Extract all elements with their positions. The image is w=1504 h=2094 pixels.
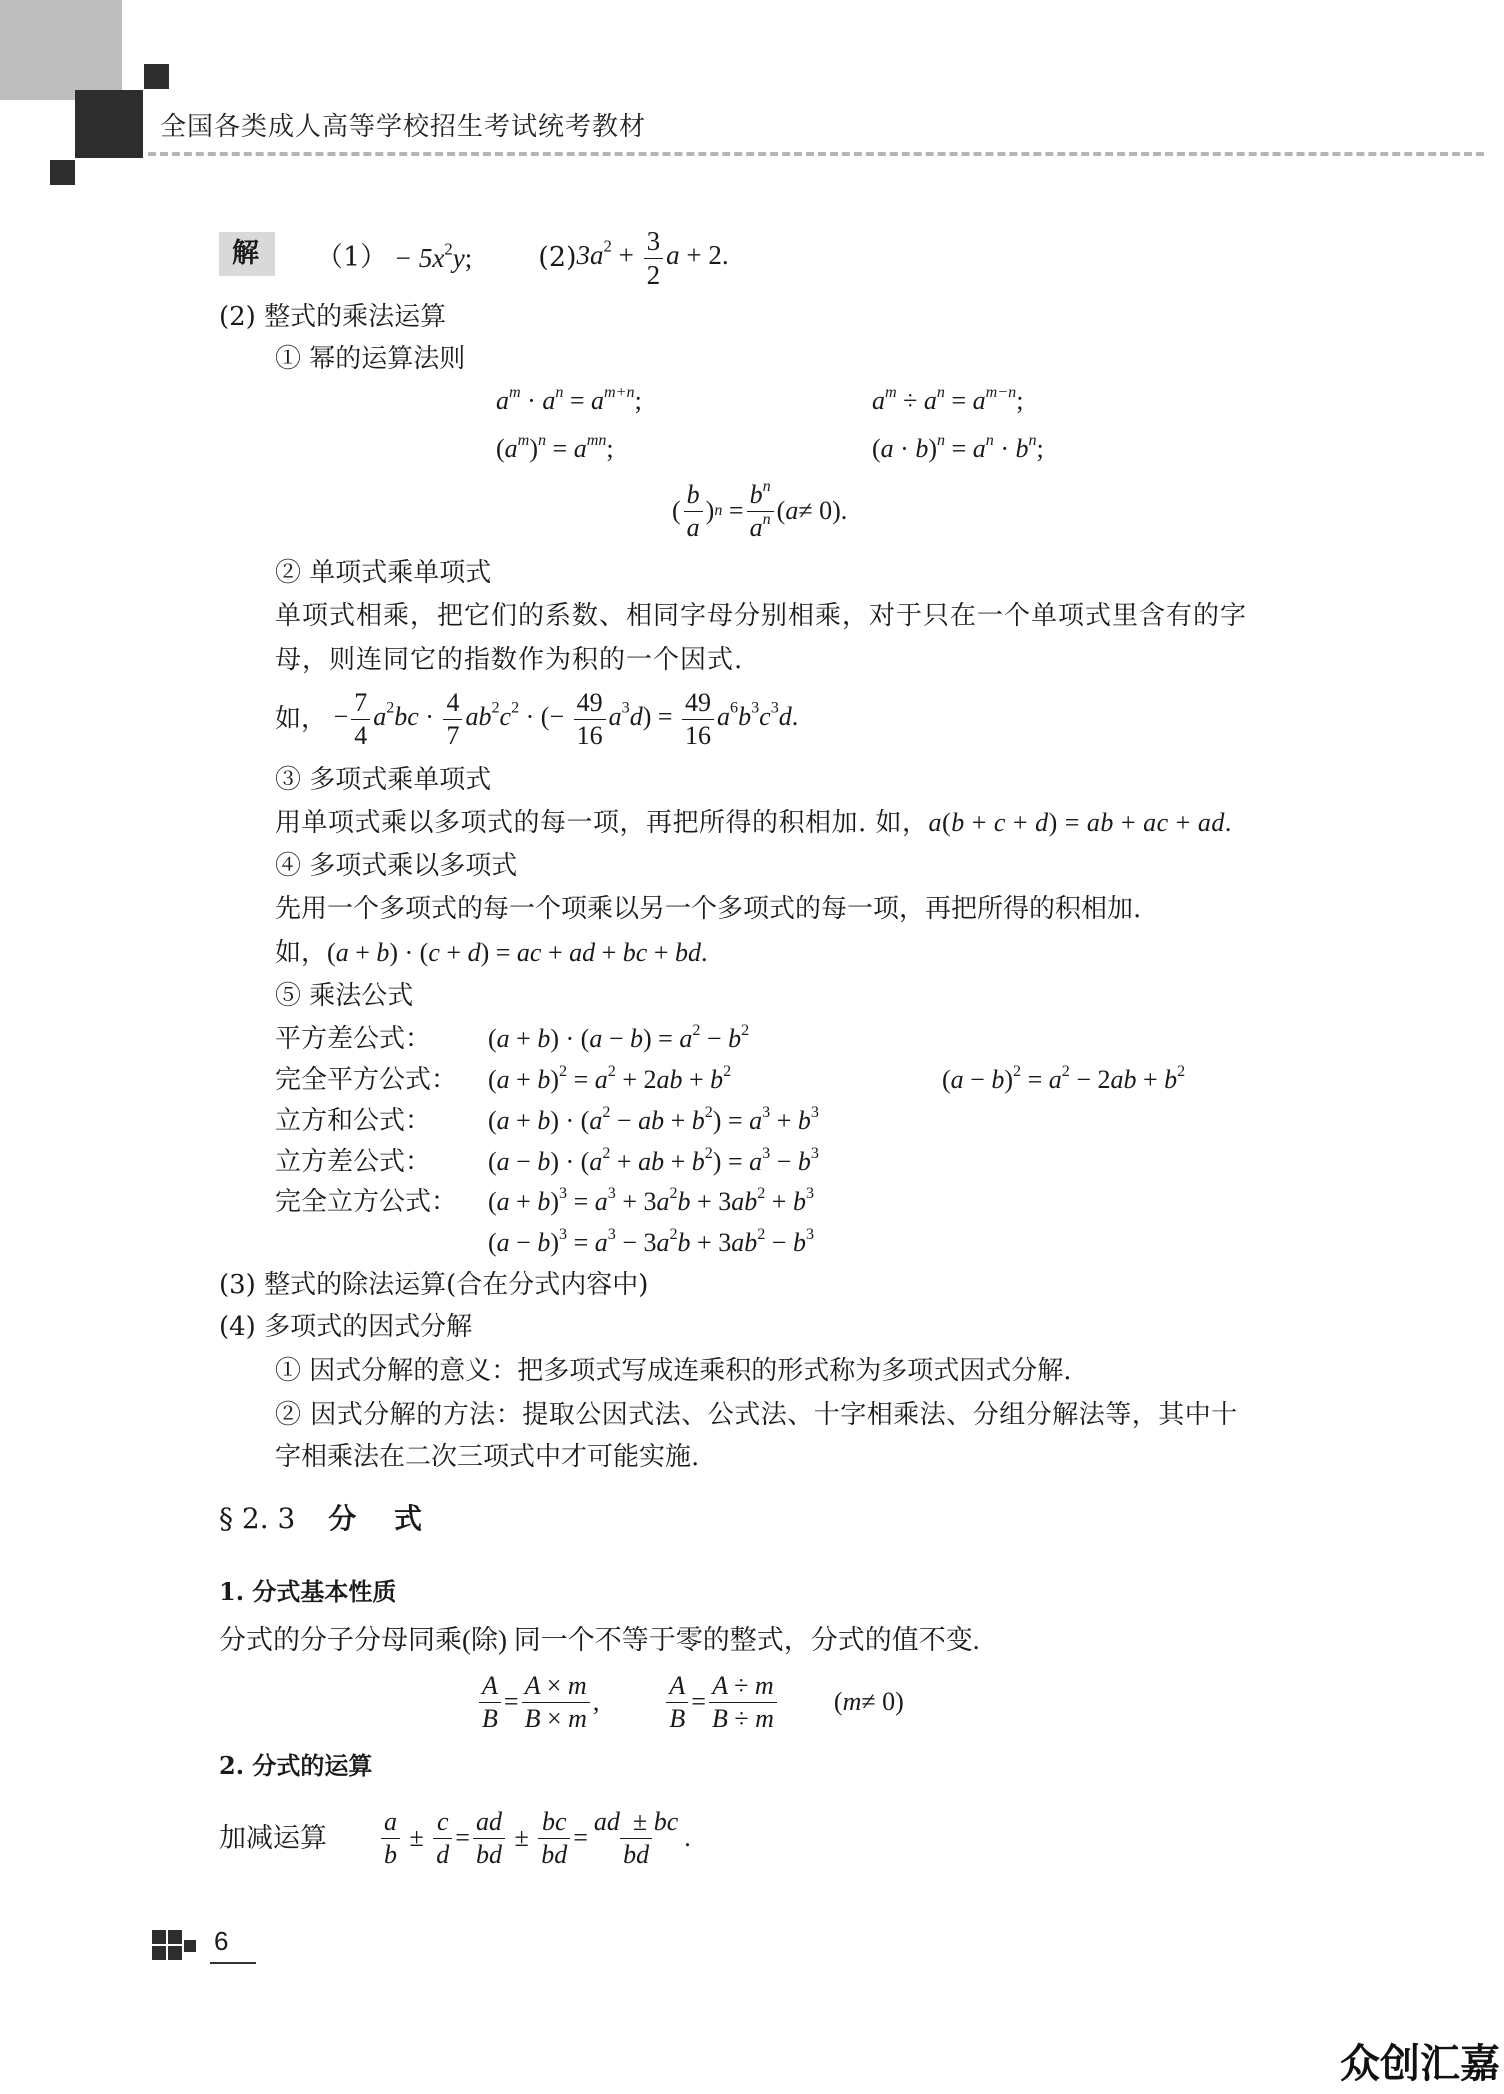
s3-heading: (3) 整式的除法运算(合在分式内容中) <box>219 1270 649 1300</box>
sub2-label: 加减运算 <box>219 1823 327 1853</box>
footer-square <box>168 1946 182 1960</box>
formula-label-perfect-square: 完全平方公式： <box>275 1065 458 1095</box>
s2-heading: (2) 整式的乘法运算 <box>219 302 447 332</box>
power-rule-2: $a^m \div a^n = a^{m-n}$; <box>872 383 1024 415</box>
section-number: § 2. 3 <box>219 1502 296 1535</box>
solution-line <box>316 228 729 288</box>
power-rule-3: $(a^m)^n = a^{mn}$; <box>496 431 614 463</box>
example-prefix: 如， <box>275 704 328 734</box>
fraction-property-formulas: $\frac{A}{B}$ = $\frac{A \times m}{B \times m}$ , $\frac{A}{B}$ = $\frac{A \div m}{B \div m}$ ( m ≠ 0) <box>476 1664 904 1740</box>
s2-item1: ① 幂的运算法则 <box>275 344 466 374</box>
formula-label-difference-of-cubes: 立方差公式： <box>275 1147 432 1177</box>
footer-square <box>184 1940 196 1952</box>
formula-perfect-cube-plus: $(a + b)^3 = a^3 + 3a^2b + 3ab^2 + b^3$ <box>488 1184 815 1216</box>
s2-item3-line <box>275 808 1232 838</box>
formula-label-sum-of-cubes: 立方和公式： <box>275 1106 432 1136</box>
power-rule-1: $a^m \cdot a^n = a^{m+n}$; <box>496 383 642 415</box>
s4-heading: (4) 多项式的因式分解 <box>219 1312 473 1342</box>
header-square <box>144 64 169 89</box>
formula-perfect-square-minus: $(a - b)^2 = a^2 - 2ab + b^2$ <box>942 1062 1186 1094</box>
s2-item4: ④ 多项式乘以多项式 <box>275 851 518 881</box>
solution-badge-text: 解 <box>232 238 259 269</box>
s2-item3: ③ 多项式乘单项式 <box>275 765 492 795</box>
s2-item2: ② 单项式乘单项式 <box>275 558 492 588</box>
footer-square <box>168 1930 182 1944</box>
sub1-title: 1. 分式基本性质 <box>219 1577 397 1606</box>
page-number: 6 <box>214 1926 229 1956</box>
footer-rule <box>210 1962 256 1964</box>
example-prefix: 如， <box>275 938 328 968</box>
header-gray-block <box>0 0 122 100</box>
header-dashed-rule <box>148 152 1484 156</box>
s2-item2-example <box>275 686 798 752</box>
formula-sum-of-cubes: $(a + b) \cdot (a^2$ − ab + $b^2) = a^3 + b^3$ <box>488 1103 819 1135</box>
power-rule-4: $(a \cdot b)^n = a^n \cdot b^n$; <box>872 431 1044 463</box>
s4-item2-line1: ② 因式分解的方法：提取公因式法、公式法、十字相乘法、分组分解法等，其中十 <box>275 1400 1238 1430</box>
footer-square <box>152 1930 166 1944</box>
power-rule-5: ( $\frac{b}{a}$ ) n = $\frac{b^n}{a^n}$ ( a ≠ 0). <box>672 478 848 542</box>
footer-square <box>152 1946 166 1960</box>
formula-perfect-square-plus: $(a + b)^2 = a^2 + 2ab + b^2$ <box>488 1062 732 1094</box>
s2-item2-text-1: 单项式相乘，把它们的系数、相同字母分别相乘，对于只在一个单项式里含有的字 <box>275 601 1248 631</box>
s2-item4-example <box>275 938 708 968</box>
solution-part2-label: (2) <box>538 242 577 273</box>
solution-part1: − $5x^2y$; <box>387 239 473 273</box>
s2-item4-text: 先用一个多项式的每一个项乘以另一个多项式的每一项，再把所得的积相加. <box>275 894 1142 924</box>
formula-label-difference-of-squares: 平方差公式： <box>275 1024 432 1054</box>
solution-part1-label: （1） <box>316 242 388 273</box>
s2-item5: ⑤ 乘法公式 <box>275 981 414 1011</box>
formula-difference-of-squares: $(a + b) \cdot (a - b) = a^2 - b^2$ <box>488 1021 750 1053</box>
solution-part2: $3a^2$ + $\frac{3}{2}$ a + 2. <box>576 226 729 290</box>
header-title: 全国各类成人高等学校招生考试统考教材 <box>160 112 647 142</box>
sub2-title: 2. 分式的运算 <box>219 1751 373 1780</box>
s2-item3-text: 用单项式乘以多项式的每一项，再把所得的积相加. 如， <box>275 808 929 838</box>
section-heading <box>219 1503 422 1535</box>
section-title: 分 式 <box>328 1502 422 1535</box>
s2-item2-text-2: 母，则连同它的指数作为积的一个因式. <box>275 645 744 675</box>
formula-difference-of-cubes: $(a - b) \cdot (a^2$ + ab + $b^2) = a^3 - b^3$ <box>488 1144 819 1176</box>
fraction-add-sub-formula: $\frac{a}{b}$ ± $\frac{c}{d}$ = $\frac{ad}{bd}$ ± $\frac{bc}{bd}$ = $\frac{ad \pm bc}{bd}$ . <box>378 1800 691 1876</box>
s4-item1: ① 因式分解的意义：把多项式写成连乘积的形式称为多项式因式分解. <box>275 1356 1072 1386</box>
distributive-example: a(b + c + d) = ab + ac + ad. <box>928 808 1232 837</box>
formula-label-perfect-cube: 完全立方公式： <box>275 1187 458 1217</box>
header-square <box>75 90 143 158</box>
footer-decoration <box>152 1930 212 1960</box>
watermark: 众创汇嘉 <box>1340 2041 1500 2087</box>
s4-item2-line2: 字相乘法在二次三项式中才可能实施. <box>275 1442 700 1472</box>
header-square <box>50 160 75 185</box>
sub1-text: 分式的分子分母同乘(除) 同一个不等于零的整式，分式的值不变. <box>219 1625 980 1655</box>
monomial-example: − $\frac{7}{4}$ $a^2bc$ · $\frac{4}{7}$ $ab^2c^2$ · (− $\frac{49}{16}$ $a^3d$) = $\frac{49}{16}$ $a^6b^3c^3d$. <box>327 688 799 750</box>
header-decoration <box>0 0 130 160</box>
formula-perfect-cube-minus: $(a - b)^3 = a^3 - 3a^2b + 3ab^2 - b^3$ <box>488 1225 815 1257</box>
polynomial-example: (a + b) · (c + d) = ac + ad + bc + bd. <box>327 938 708 967</box>
